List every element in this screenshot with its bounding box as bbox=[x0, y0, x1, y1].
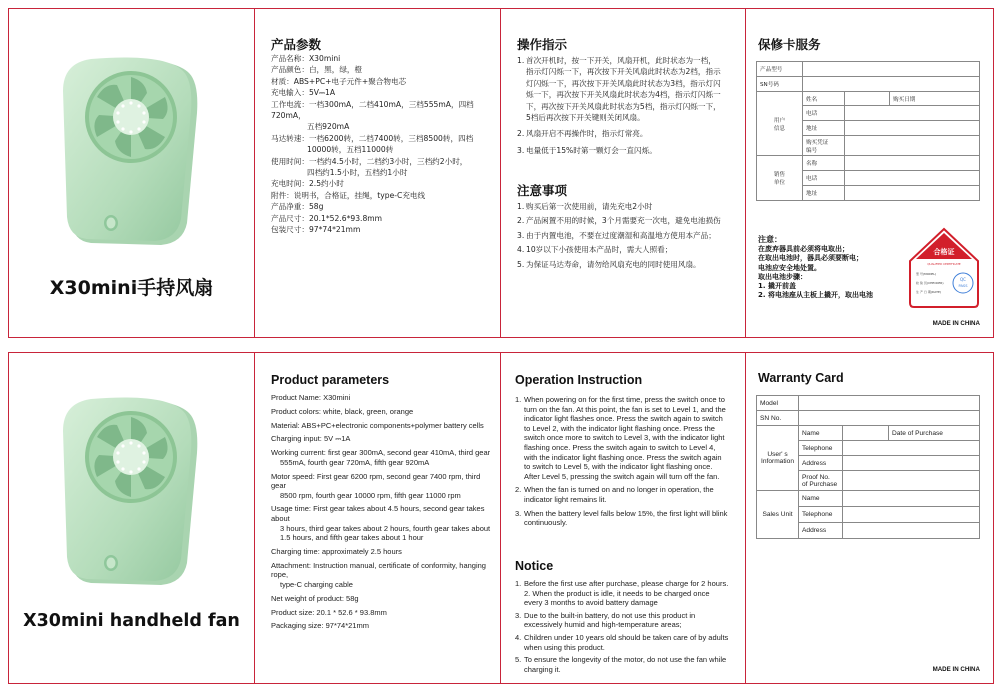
param-row bbox=[271, 448, 492, 467]
param-text: Motor speed: First gear 6200 rpm, second gear 7400 rpm, third gear bbox=[271, 471, 481, 491]
param-text: 工作电流：一档300mA，二档410mA，三档555mA，四档720mA， bbox=[271, 99, 474, 121]
param-text: 使用时间：一档约4.5小时，二档约3小时，三档约2小时， bbox=[271, 156, 468, 166]
fan-product-image bbox=[61, 53, 203, 249]
param-text: 产品净重：58g bbox=[271, 202, 324, 212]
list-item bbox=[517, 259, 723, 270]
badge-pass: PASS bbox=[958, 284, 968, 288]
list-item-number: 5. bbox=[517, 259, 525, 269]
badge-date: 生 产 日 期(DATE) bbox=[916, 290, 942, 294]
param-text-continued: 3 hours, third gear takes about 2 hours, fourth gear takes about 1.5 hours, and fifth gear takes about 1 hour bbox=[280, 523, 491, 543]
badge-qc: QC bbox=[960, 277, 966, 282]
panel-operation-zh bbox=[501, 9, 746, 337]
warranty-heading: Warranty Card bbox=[758, 371, 844, 385]
list-item-number: 2. bbox=[515, 485, 522, 495]
list-item-number: 2. bbox=[517, 216, 525, 226]
qualified-certificate-badge bbox=[908, 227, 980, 309]
cell-phone-label: Telephone bbox=[799, 441, 843, 456]
param-text-continued: 四档约1.5小时，五档约1小时 bbox=[307, 168, 408, 178]
list-item bbox=[515, 633, 729, 652]
list-item bbox=[517, 201, 723, 212]
list-item-text: 产品闲置不用的时候，3个月需要充一次电，避免电池损伤 bbox=[526, 216, 721, 226]
param-text: 产品尺寸：20.1*52.6*93.8mm bbox=[271, 213, 383, 223]
param-text: Usage time: First gear takes about 4.5 hours, second gear takes about bbox=[271, 504, 485, 524]
param-text-continued: 8500 rpm, fourth gear 10000 rpm, fifth gear 11000 rpm bbox=[280, 490, 461, 500]
panel-parameters-zh bbox=[255, 9, 501, 337]
cell-address-label: 地址 bbox=[803, 121, 845, 136]
cell-sales-phone-label: Telephone bbox=[799, 507, 843, 523]
badge-title: 合格证 bbox=[933, 248, 955, 256]
cell-user-info: User' s Information bbox=[757, 426, 799, 491]
list-item-text: Children under 10 years old should be taken care of by adults when using this product. bbox=[524, 632, 729, 652]
battery-notes bbox=[758, 235, 908, 300]
list-item-number: 1. bbox=[517, 202, 525, 211]
list-item-text: 为保证马达寿命，请勿给风扇充电的同时使用风扇。 bbox=[526, 259, 701, 269]
param-row bbox=[271, 434, 492, 444]
param-text: 材质：ABS+PC+电子元件+聚合物电芯 bbox=[271, 76, 407, 86]
cell-address-label: Address bbox=[799, 456, 843, 471]
list-item-number: 3. bbox=[515, 508, 522, 518]
cell-sn-value[interactable] bbox=[799, 411, 980, 426]
param-row bbox=[271, 504, 492, 542]
cell-sales-phone-label: 电话 bbox=[803, 171, 845, 186]
notes-line: 电池应安全地处置。 bbox=[758, 263, 821, 272]
notice-list bbox=[515, 579, 729, 677]
cell-sales-address-value[interactable] bbox=[843, 523, 980, 539]
param-text: 产品名称：X30mini bbox=[271, 54, 341, 63]
cell-proof-label: Proof No. of Purchase bbox=[799, 471, 843, 491]
cell-sales-unit: Sales Unit bbox=[757, 491, 799, 539]
param-row bbox=[271, 201, 492, 212]
list-item-text: 由于内置电池，不要在过度潮湿和高温地方使用本产品； bbox=[526, 230, 716, 240]
cell-purchase-date-label: 购买日期 bbox=[890, 92, 980, 106]
param-row bbox=[271, 547, 492, 557]
cell-sn-label: SN号码 bbox=[757, 77, 803, 92]
list-item bbox=[515, 655, 729, 674]
notice-heading: 注意事项 bbox=[517, 183, 568, 198]
cell-proof-value[interactable] bbox=[843, 471, 980, 491]
cell-model-label: 产品型号 bbox=[757, 62, 803, 77]
panel-product-image-en bbox=[9, 353, 255, 683]
param-row bbox=[271, 224, 492, 235]
cell-sales-address-value[interactable] bbox=[845, 186, 980, 201]
param-text: Charging time: approximately 2.5 hours bbox=[271, 547, 402, 557]
operation-heading: 操作指示 bbox=[517, 37, 568, 52]
list-item bbox=[515, 395, 729, 481]
cell-model-value[interactable] bbox=[799, 396, 980, 411]
cell-phone-label: 电话 bbox=[803, 106, 845, 121]
list-item-text: When the fan is turned on and no longer in operation, the indicator light remains lit. bbox=[524, 485, 714, 504]
list-item-number: 3. bbox=[517, 230, 525, 240]
param-text: Attachment: Instruction manual, certificate of conformity, hanging rope, bbox=[271, 560, 486, 580]
param-row bbox=[271, 190, 492, 201]
cell-name-value[interactable] bbox=[845, 92, 890, 106]
param-text: 包装尺寸：97*74*21mm bbox=[271, 225, 361, 235]
list-item bbox=[517, 145, 721, 156]
param-row bbox=[271, 99, 492, 133]
operation-list bbox=[517, 55, 721, 161]
cell-phone-value[interactable] bbox=[843, 441, 980, 456]
cell-user-info: 用户 信息 bbox=[757, 92, 803, 156]
params-list bbox=[271, 393, 492, 635]
param-text-continued: 五档920mA bbox=[307, 122, 350, 132]
param-row bbox=[271, 421, 492, 431]
param-row bbox=[271, 608, 492, 618]
cell-sales-unit: 销售 单位 bbox=[757, 156, 803, 201]
panel-warranty-zh bbox=[746, 9, 992, 337]
panel-warranty-en bbox=[746, 353, 992, 683]
param-text: 附件：说明书，合格证，挂绳，type-C充电线 bbox=[271, 190, 426, 200]
param-text: Product Name: X30mini bbox=[271, 393, 351, 402]
manual-sheet-english bbox=[8, 352, 994, 684]
list-item-text: To ensure the longevity of the motor, do not use the fan while charging it. bbox=[524, 655, 727, 674]
param-row bbox=[271, 213, 492, 224]
params-list bbox=[271, 53, 492, 236]
panel-parameters-en bbox=[255, 353, 501, 683]
list-item-text: Due to the built-in battery, do not use this product in excessively humid and high-temperature areas; bbox=[524, 610, 696, 630]
param-row bbox=[271, 178, 492, 189]
param-row bbox=[271, 76, 492, 87]
param-text-continued: type-C charging cable bbox=[280, 580, 353, 589]
param-text: 产品颜色：白，黑，绿，橙 bbox=[271, 65, 363, 75]
notes-line: 2. 将电池座从主板上撬开，取出电池 bbox=[758, 291, 873, 300]
made-in-china-label: MADE IN CHINA bbox=[932, 320, 980, 327]
cell-sales-name-label: Name bbox=[799, 491, 843, 507]
list-item bbox=[517, 215, 723, 226]
list-item bbox=[515, 579, 729, 608]
badge-subtitle: QUALIFIED CERTIFICATE bbox=[927, 262, 961, 266]
warranty-table bbox=[756, 61, 980, 201]
cell-phone-value[interactable] bbox=[845, 106, 980, 121]
panel-product-image-zh bbox=[9, 9, 255, 337]
list-item-number: 1. bbox=[515, 395, 522, 404]
param-row bbox=[271, 472, 492, 501]
param-text: Packaging size: 97*74*21mm bbox=[271, 621, 369, 631]
param-row bbox=[271, 621, 492, 631]
param-text: 充电输入：5V⎓1A bbox=[271, 88, 336, 98]
list-item-number: 1. bbox=[515, 579, 522, 588]
params-heading: Product parameters bbox=[271, 373, 390, 387]
warranty-table bbox=[756, 395, 980, 539]
cell-proof-label: 购买凭证 编号 bbox=[803, 136, 845, 156]
param-row bbox=[271, 64, 492, 75]
param-text: Product size: 20.1 * 52.6 * 93.8mm bbox=[271, 607, 387, 617]
warranty-heading: 保修卡服务 bbox=[758, 37, 821, 52]
param-text: 马达转速：一档6200转，二档7400转，三档8500转，四档 bbox=[271, 133, 474, 143]
cell-name-value[interactable] bbox=[843, 426, 889, 441]
param-row bbox=[271, 407, 492, 417]
list-item bbox=[515, 611, 729, 630]
made-in-china-label: MADE IN CHINA bbox=[932, 666, 980, 673]
list-item-number: 2. bbox=[517, 129, 525, 139]
param-text: Material: ABS+PC+electronic components+polymer battery cells bbox=[271, 420, 484, 430]
param-text: Net weight of product: 58g bbox=[271, 593, 359, 603]
param-row bbox=[271, 133, 492, 156]
cell-sales-name-value[interactable] bbox=[843, 491, 980, 507]
product-name-title: X30mini手持风扇 bbox=[49, 277, 214, 299]
list-item bbox=[517, 128, 721, 139]
operation-heading: Operation Instruction bbox=[515, 373, 643, 387]
cell-address-value[interactable] bbox=[843, 456, 980, 471]
notice-heading: Notice bbox=[515, 559, 554, 573]
list-item-text: 首次开机时，按一下开关，风扇开机，此时状态为一档，指示灯闪烁一下，再次按下开关风扇此时状态为2档，指示灯闪烁一下，再次按下开关风扇此时状态为3档，指示灯闪烁一下，再次按下开关风扇此时状态为4档，指示灯闪烁一下，再次按下开关风扇此时状态为5档，指示灯闪烁一下，5档后再次按下开关键则关闭风扇。 bbox=[526, 56, 721, 123]
list-item-text: 10岁以下小孩使用本产品时，需大人照看； bbox=[526, 245, 673, 255]
param-row bbox=[271, 393, 492, 403]
cell-model-label: Model bbox=[757, 396, 799, 411]
manual-sheet-chinese bbox=[8, 8, 994, 338]
list-item-number: 5. bbox=[515, 655, 522, 665]
cell-purchase-date-label: Date of Purchase bbox=[889, 426, 980, 441]
param-text: 充电时间：2.5约小时 bbox=[271, 179, 344, 189]
cell-sales-name-label: 名称 bbox=[803, 156, 845, 171]
notes-line: 在废弃器具前必须将电取出； bbox=[758, 245, 849, 254]
cell-model-value[interactable] bbox=[803, 62, 980, 77]
list-item-number: 4. bbox=[515, 632, 522, 642]
list-item bbox=[517, 244, 723, 255]
param-row bbox=[271, 53, 492, 64]
list-item-text: 电量低于15%时第一颗灯会一直闪烁。 bbox=[526, 145, 657, 155]
cell-name-label: Name bbox=[799, 426, 843, 441]
list-item-number: 3. bbox=[515, 610, 522, 620]
cell-sn-value[interactable] bbox=[803, 77, 980, 92]
list-item-number: 3. bbox=[517, 145, 525, 155]
notes-line: 在取出电池时，器具必须要断电； bbox=[758, 254, 863, 263]
fan-product-image bbox=[61, 393, 203, 589]
notice-list bbox=[517, 201, 723, 273]
param-text: Product colors: white, black, green, orange bbox=[271, 406, 414, 416]
param-text: Charging input: 5V ⎓1A bbox=[271, 434, 351, 444]
operation-list bbox=[515, 395, 729, 532]
list-item-text: 风扇开启不再操作时，指示灯常亮。 bbox=[526, 129, 648, 139]
badge-model: 型 号(MODEL) bbox=[916, 272, 937, 276]
list-item-text: When powering on for the first time, press the switch once to turn on the fan. At this point, the fan is set to Level 1, and the indicator light flashes once. Press the switch again to switch to Level 2, with the indicator light flashing once. Press the switch once more to switch to Level 3, with the indicator light flashing once. Press the switch again to switch to Level 4, with the indicator light flashing once. Press the switch again to switch to Level 5, with the indicator light flashing once. After Level 5, pressing the switch again will turn off the fan. bbox=[524, 395, 726, 481]
list-item bbox=[515, 509, 729, 528]
notes-line: 1. 撬开前盖 bbox=[758, 282, 796, 291]
list-item bbox=[517, 230, 723, 241]
cell-sn-label: SN No. bbox=[757, 411, 799, 426]
param-row bbox=[271, 156, 492, 179]
list-item-text: Before the first use after purchase, please charge for 2 hours. 2. When the product is idle, it needs to be charged once every 3 months to avoid battery damage bbox=[524, 579, 729, 608]
cell-address-value[interactable] bbox=[845, 121, 980, 136]
list-item-number: 1. bbox=[517, 56, 525, 65]
notes-title: 注意： bbox=[758, 235, 782, 244]
cell-sales-phone-value[interactable] bbox=[843, 507, 980, 523]
param-text: Working current: first gear 300mA, second gear 410mA, third gear bbox=[271, 448, 491, 458]
cell-name-label: 姓名 bbox=[803, 92, 845, 106]
list-item-text: When the battery level falls below 15%, the first light will blink continuously. bbox=[524, 508, 728, 528]
panel-operation-en bbox=[501, 353, 746, 683]
cell-sales-phone-value[interactable] bbox=[845, 171, 980, 186]
product-name-title: X30mini handheld fan bbox=[23, 611, 240, 631]
badge-checker: 检 验 员(CHECKER) bbox=[916, 281, 944, 285]
notes-line: 取出电池步骤： bbox=[758, 272, 807, 281]
list-item bbox=[517, 55, 721, 123]
param-row bbox=[271, 561, 492, 590]
list-item bbox=[515, 485, 729, 504]
params-heading: 产品参数 bbox=[271, 37, 322, 52]
cell-sales-address-label: Address bbox=[799, 523, 843, 539]
cell-sales-name-value[interactable] bbox=[845, 156, 980, 171]
cell-proof-value[interactable] bbox=[845, 136, 980, 156]
param-text-continued: 555mA, fourth gear 720mA, fifth gear 920mA bbox=[280, 457, 430, 467]
list-item-number: 4. bbox=[517, 245, 525, 255]
param-text-continued: 10000转，五档11000转 bbox=[307, 145, 394, 155]
list-item-text: 购买后第一次使用前，请先充电2小时 bbox=[526, 202, 653, 211]
cell-sales-address-label: 地址 bbox=[803, 186, 845, 201]
param-row bbox=[271, 594, 492, 604]
param-row bbox=[271, 87, 492, 98]
